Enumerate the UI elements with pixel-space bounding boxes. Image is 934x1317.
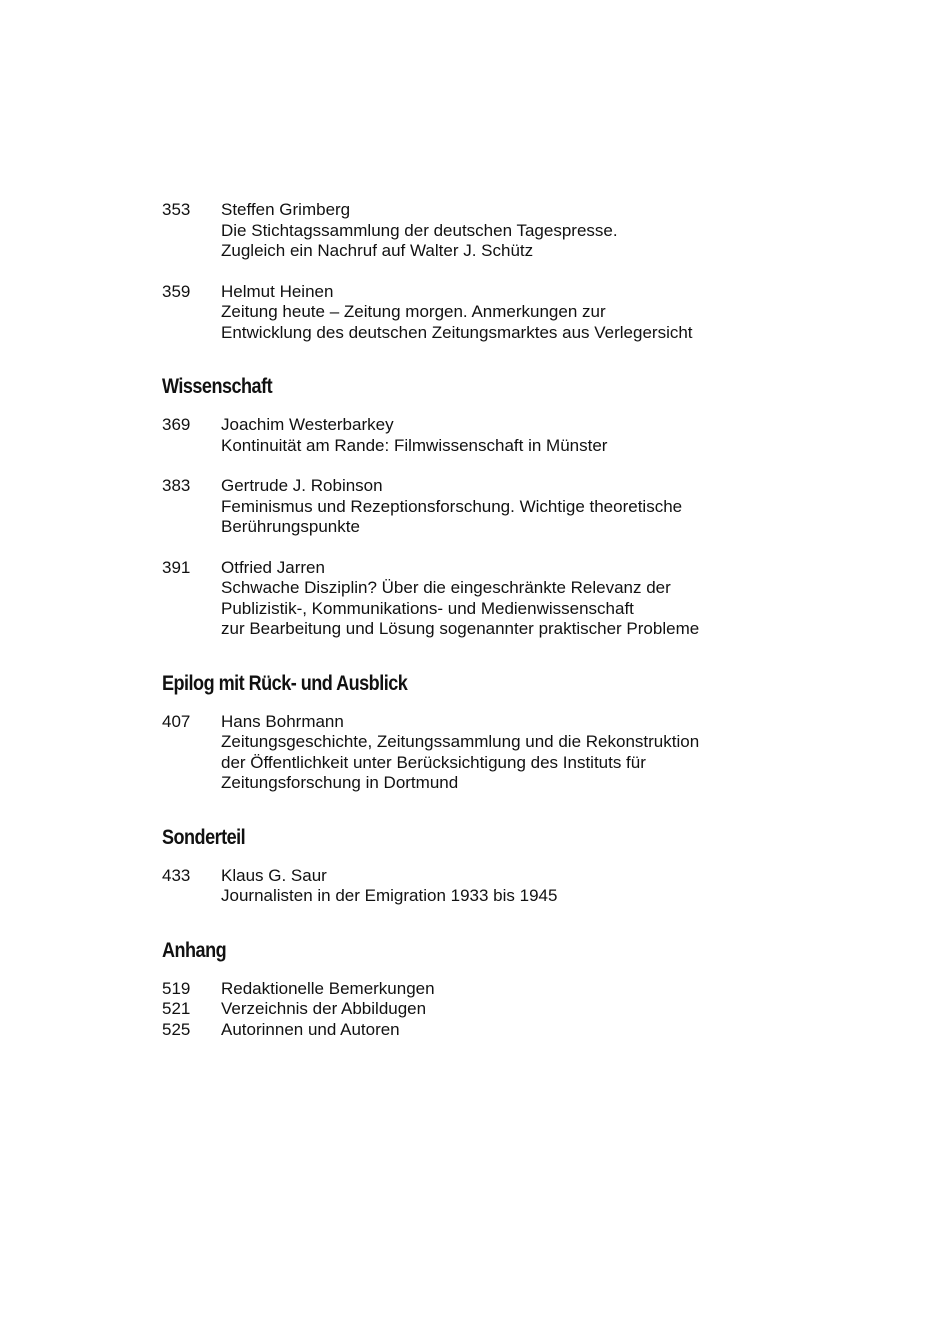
section-heading: Anhang [162,938,227,962]
toc-section [162,825,862,907]
page-number: 519 [162,978,191,998]
entry-title-line: Zeitung heute – Zeitung morgen. Anmerkungen zur [221,302,606,321]
entry-text [221,999,862,1020]
entry-text [221,476,862,538]
section-heading: Sonderteil [162,825,246,849]
entry-author: Otfried Jarren [221,557,325,577]
entry-text [221,1020,862,1041]
toc-section [162,938,862,1041]
entry-author: Steffen Grimberg [221,200,351,219]
entry-author: Klaus G. Saur [221,865,327,885]
entry-title-line: Zeitungsforschung in Dortmund [221,773,459,792]
entry-title-line: Zeitungsgeschichte, Zeitungssammlung und die Rekonstruktion [221,732,700,751]
entry-author: Joachim Westerbarkey [221,415,394,434]
entry-title-line: Kontinuität am Rande: Filmwissenschaft in Münster [221,435,608,455]
page-number: 525 [162,1019,191,1039]
entry-author: Hans Bohrmann [221,711,344,731]
toc-entry [162,415,862,456]
toc-entry [162,200,862,262]
page-number: 433 [162,865,191,885]
page-number: 359 [162,281,191,301]
entry-title-line: Zugleich ein Nachruf auf Walter J. Schütz [221,241,534,260]
entry-author: Helmut Heinen [221,281,334,301]
toc-section [162,671,862,794]
entry-text [221,712,862,794]
entry-author: Gertrude J. Robinson [221,476,383,495]
entry-text [221,866,862,907]
entry-text [221,415,862,456]
page-number: 383 [162,476,191,495]
toc-entry [162,558,862,640]
page-number: 369 [162,415,191,434]
entry-title-line: Schwache Disziplin? Über die eingeschränkte Relevanz der [221,578,671,597]
entry-text [221,979,862,1000]
entry-title-line: zur Bearbeitung und Lösung sogenannter praktischer Probleme [221,619,700,638]
entry-title-line: der Öffentlichkeit unter Berücksichtigung des Instituts für [221,752,646,772]
toc-entry [162,476,862,538]
toc-entry [162,712,862,794]
toc-section [162,200,862,343]
entry-title-line: Entwicklung des deutschen Zeitungsmarktes aus Verlegersicht [221,322,693,342]
entry-title-line: Berührungspunkte [221,517,360,536]
entry-title-line: Autorinnen und Autoren [221,1019,400,1039]
page-number: 353 [162,200,191,219]
entry-text [221,282,862,344]
toc-entry [162,1020,862,1041]
table-of-contents [162,200,862,1040]
entry-title-line: Journalisten in der Emigration 1933 bis 1945 [221,886,558,905]
section-heading: Epilog mit Rück- und Ausblick [162,671,408,695]
page-number: 391 [162,557,191,577]
page-number: 521 [162,999,191,1018]
section-heading: Wissenschaft [162,375,273,398]
entry-title-line: Feminismus und Rezeptionsforschung. Wichtige theoretische [221,496,683,516]
toc-entry [162,999,862,1020]
entry-title-line: Redaktionelle Bemerkungen [221,978,435,998]
entry-title-line: Publizistik-, Kommunikations- und Medienwissenschaft [221,598,634,618]
entry-text [221,200,862,262]
toc-entry [162,866,862,907]
toc-section [162,374,862,640]
entry-text [221,558,862,640]
toc-entry [162,282,862,344]
page-number: 407 [162,711,191,731]
toc-entry [162,979,862,1000]
entry-title-line: Verzeichnis der Abbildugen [221,999,427,1018]
entry-title-line: Die Stichtagssammlung der deutschen Tagespresse. [221,220,618,240]
